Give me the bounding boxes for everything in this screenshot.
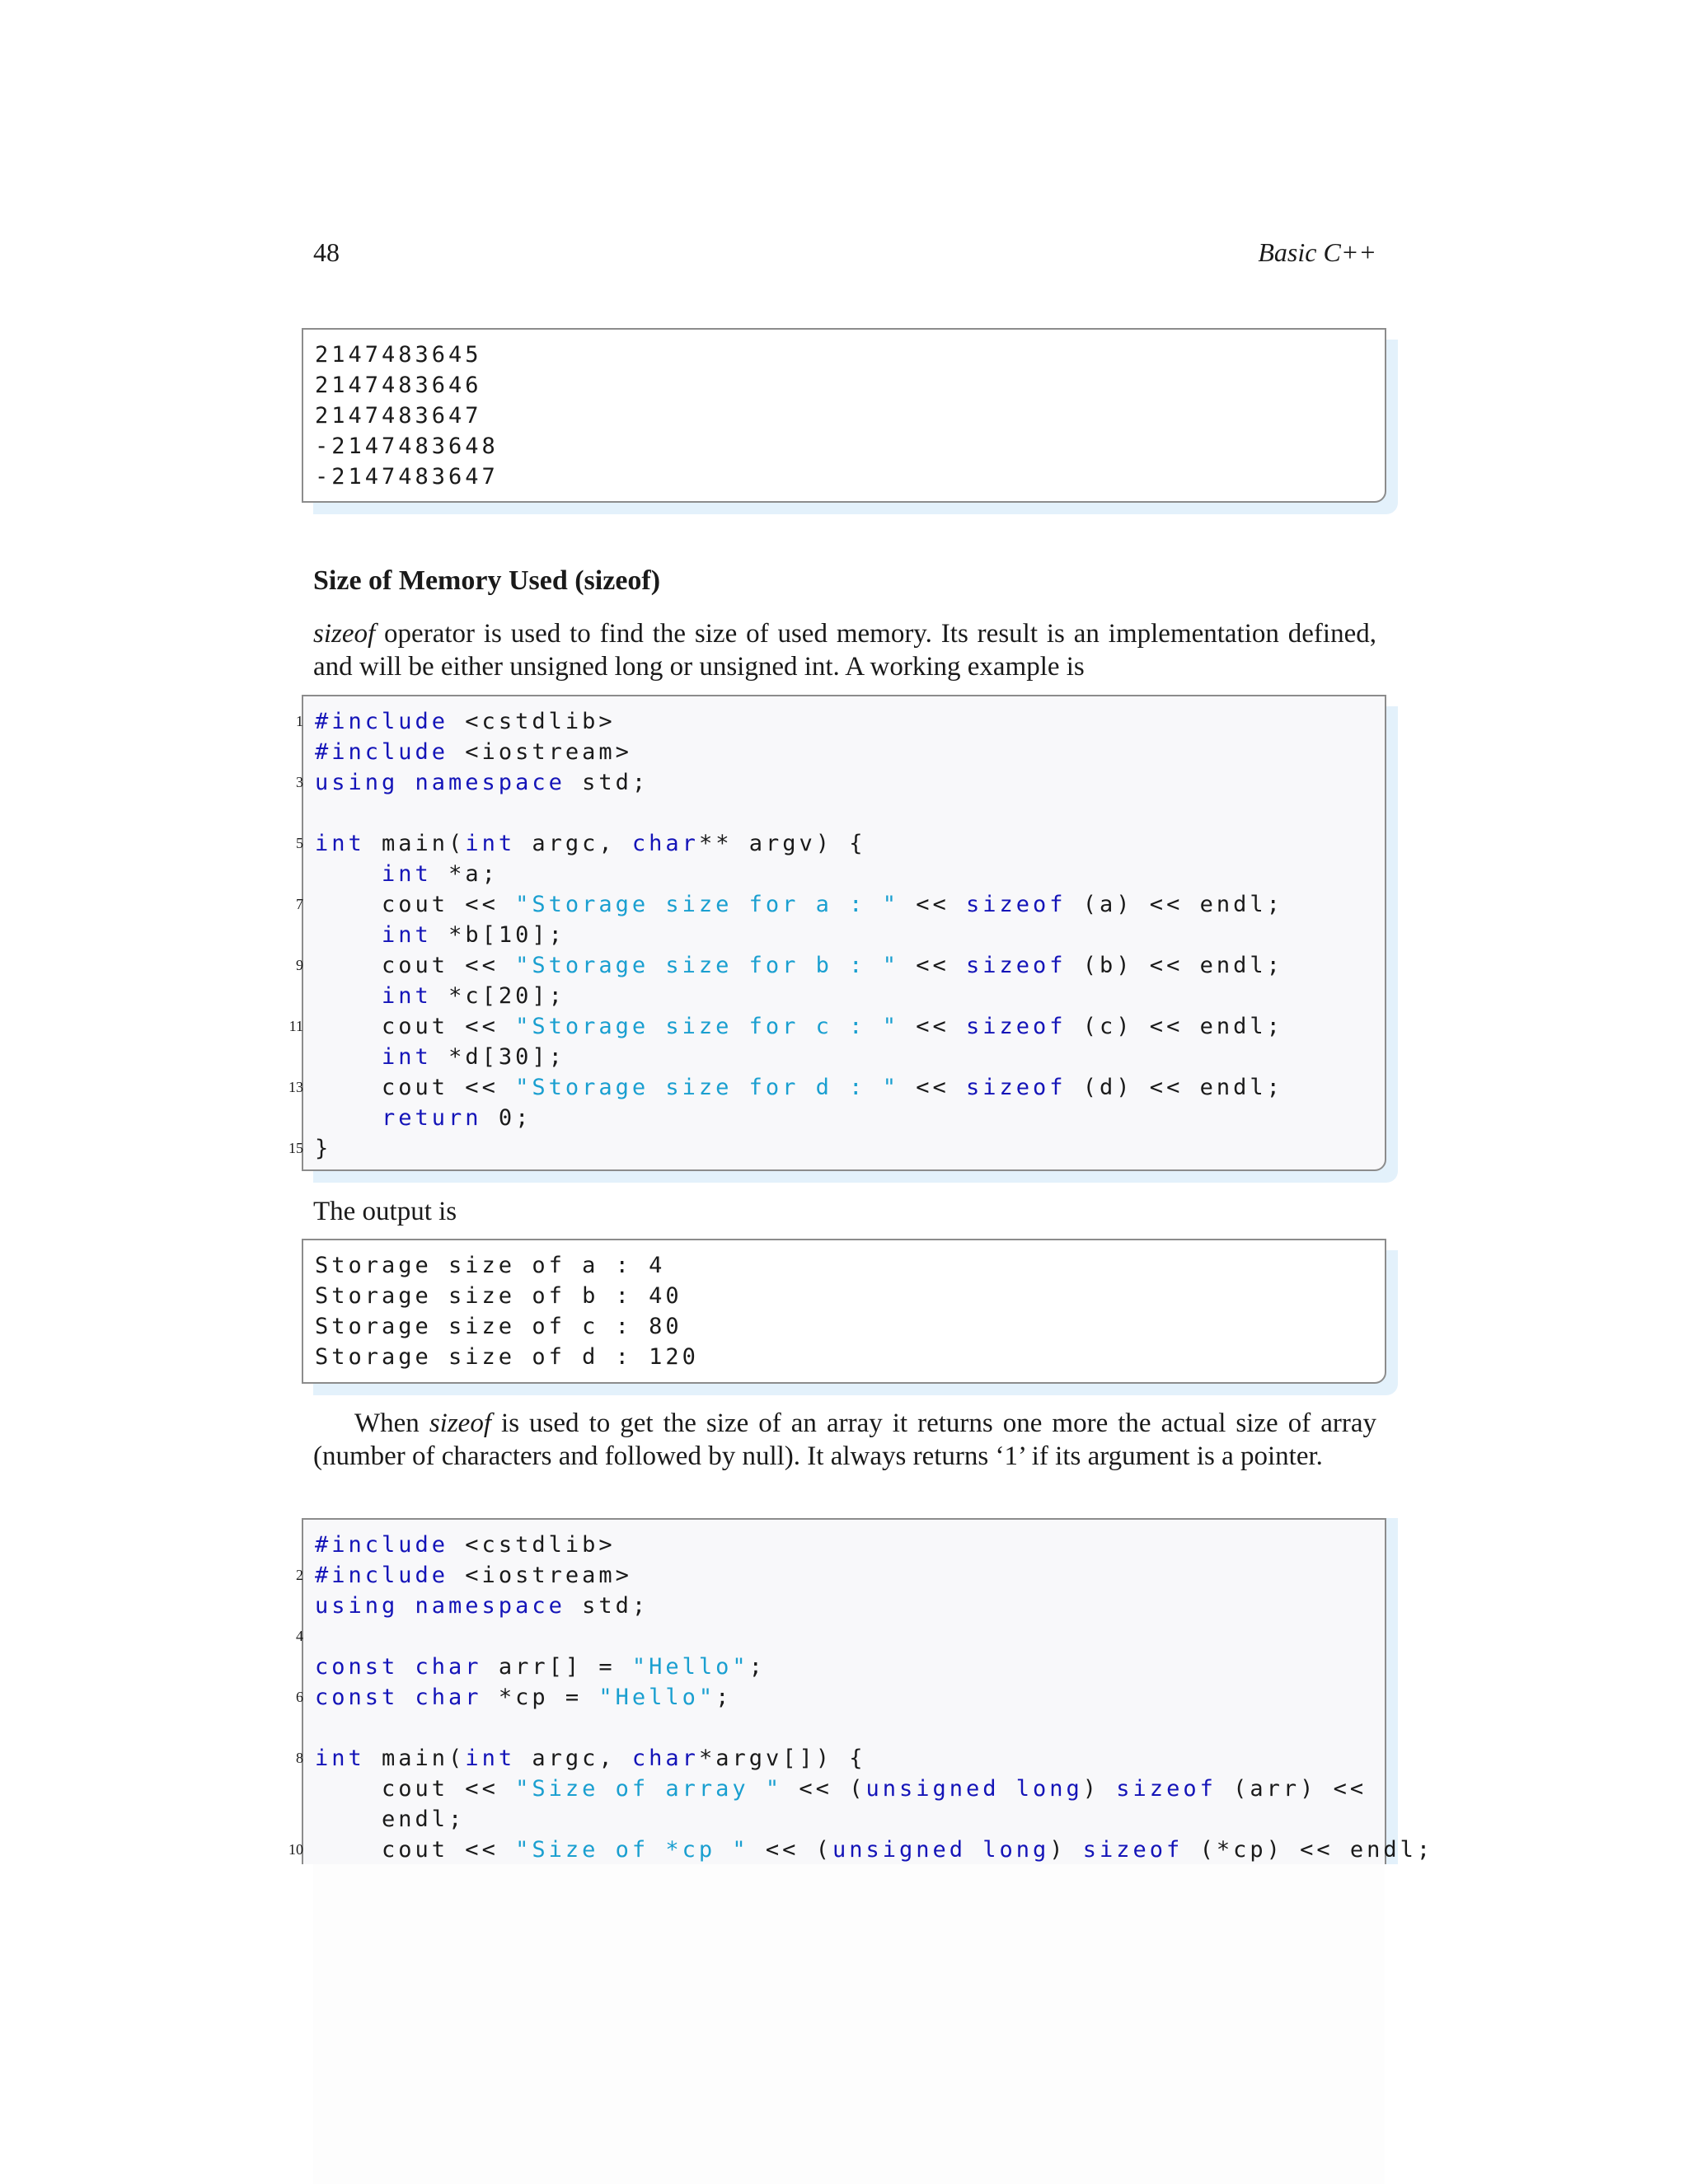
code-line: 7 cout << "Storage size for a : " << sizeof (a) << endl; <box>315 889 1283 920</box>
line-number: 3 <box>296 774 303 790</box>
sizeof-term: sizeof <box>429 1408 491 1438</box>
code-line: int *d[30]; <box>382 1044 565 1070</box>
code-line: #include <iostream> <box>315 739 632 765</box>
code-line: 11 cout << "Storage size for c : " << sizeof (c) << endl; <box>315 1011 1283 1042</box>
code-line: 8 int main(int argc, char*argv[]) { <box>315 1743 866 1774</box>
running-title: Basic C++ <box>1258 237 1376 267</box>
output-block-2 <box>302 1239 1386 1384</box>
output-line: -2147483648 <box>315 434 499 459</box>
output-intro: The output is <box>313 1197 457 1226</box>
output-line: Storage size of d : 120 <box>315 1344 699 1370</box>
code-line: 13 cout << "Storage size for d : " << sizeof (d) << endl; <box>315 1072 1283 1103</box>
line-number: 1 <box>296 713 303 729</box>
sizeof-array-paragraph: When sizeof is used to get the size of an array it returns one more the actual size of array (number of characters and followed by null). It always returns ‘1’ if its argument is a pointer. <box>313 1408 1376 1471</box>
output-line: 2147483646 <box>315 373 482 398</box>
output-line: Storage size of c : 80 <box>315 1314 682 1339</box>
line-number: 4 <box>296 1628 303 1644</box>
line-number: 7 <box>296 896 303 912</box>
line-number: 15 <box>288 1140 303 1156</box>
output-line: Storage size of b : 40 <box>315 1283 682 1309</box>
output-line: -2147483647 <box>315 464 499 490</box>
line-number: 5 <box>296 835 303 851</box>
intro-text: operator is used to find the size of used memory. Its result is an implementation defined, and will be either unsigned long or unsigned int. A working example is <box>313 619 1376 682</box>
line-number: 6 <box>296 1689 303 1705</box>
code-line: 9 cout << "Storage size for b : " << sizeof (b) << endl; <box>315 950 1283 981</box>
code-line: int *c[20]; <box>382 983 565 1009</box>
code-line: using namespace std; <box>315 1593 649 1619</box>
section-title: Size of Memory Used (sizeof) <box>313 565 661 596</box>
code-line: 10 cout << "Size of *cp " << (unsigned long) sizeof (*cp) << endl; <box>315 1835 1433 1865</box>
code-line: endl; <box>382 1807 466 1832</box>
code-line: return 0; <box>382 1105 532 1131</box>
line-number: 13 <box>288 1079 303 1095</box>
output-block-1 <box>302 328 1386 503</box>
page-bottom-area <box>313 1864 1385 2184</box>
code-line: 6 const char *cp = "Hello"; <box>315 1682 732 1713</box>
line-number: 9 <box>296 957 303 973</box>
line-number: 8 <box>296 1750 303 1766</box>
code-line: #include <cstdlib> <box>315 1532 616 1558</box>
code-line: int *b[10]; <box>382 922 565 948</box>
code-block-2 <box>288 1518 1434 1864</box>
code-line: const char arr[] = "Hello"; <box>315 1654 766 1680</box>
line-number: 11 <box>288 1018 303 1034</box>
intro-paragraph <box>313 617 1376 683</box>
code-line: 15 } <box>315 1133 331 1164</box>
line-number: 2 <box>296 1567 303 1583</box>
code-line: 2 #include <iostream> <box>315 1560 632 1591</box>
output-line: 2147483647 <box>315 403 482 429</box>
code-line: 3 using namespace std; <box>315 767 649 798</box>
code-line: 1 #include <cstdlib> <box>315 706 616 737</box>
code-block-1 <box>288 695 1386 1171</box>
output-line: 2147483645 <box>315 342 482 368</box>
sizeof-term: sizeof <box>313 619 376 649</box>
line-number: 10 <box>288 1841 303 1858</box>
code-line: int *a; <box>382 861 499 887</box>
page-number: 48 <box>313 237 340 267</box>
output-line: Storage size of a : 4 <box>315 1253 666 1278</box>
code-line: 5 int main(int argc, char** argv) { <box>315 828 866 859</box>
code-line: cout << "Size of array " << (unsigned long) sizeof (arr) << <box>382 1776 1367 1802</box>
